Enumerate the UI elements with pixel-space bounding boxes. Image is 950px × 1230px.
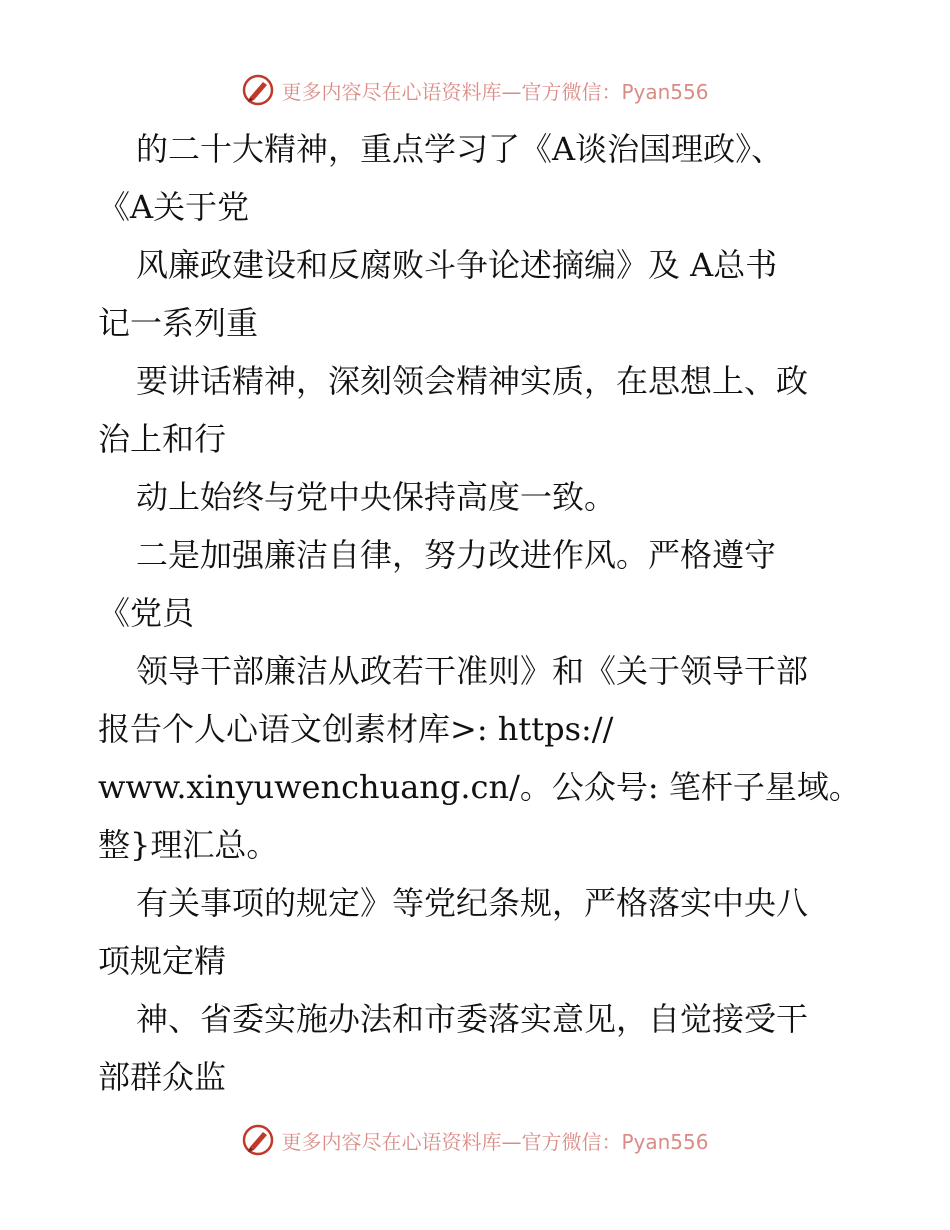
pen-logo-icon bbox=[241, 1123, 275, 1157]
text-line: 神、省委实施办法和市委落实意见，自觉接受干 bbox=[136, 1000, 809, 1038]
text-line: 领导干部廉洁从政若干准则》和《关于领导干部 bbox=[136, 652, 809, 690]
pen-logo-icon bbox=[241, 73, 275, 107]
text-line: 《党员 bbox=[98, 594, 195, 632]
text-line: www.xinyuwenchuang.cn/。公众号: 笔杆子星域。 bbox=[98, 768, 861, 806]
banner-text: 更多内容尽在心语资料库—官方微信：Pyan556 bbox=[281, 1129, 709, 1154]
text-line: 要讲话精神，深刻领会精神实质，在思想上、政 bbox=[136, 362, 809, 400]
text-line: 风廉政建设和反腐败斗争论述摘编》及 A总书 bbox=[136, 246, 778, 284]
text-line: 的二十大精神，重点学习了《A谈治国理政》、 bbox=[136, 130, 784, 168]
text-line: 记一系列重 bbox=[98, 304, 259, 342]
text-line: 治上和行 bbox=[98, 420, 227, 458]
text-line: 项规定精 bbox=[98, 942, 227, 980]
footer-banner bbox=[0, 1120, 950, 1160]
text-line: 二是加强廉洁自律，努力改进作风。严格遵守 bbox=[136, 536, 777, 574]
header-banner bbox=[0, 70, 950, 110]
text-line: 《A关于党 bbox=[98, 188, 250, 226]
banner-text: 更多内容尽在心语资料库—官方微信：Pyan556 bbox=[281, 79, 709, 104]
text-line: 整}理汇总。 bbox=[98, 826, 279, 864]
text-line: 报告个人心语文创素材库>: https:// bbox=[98, 710, 614, 748]
text-line: 有关事项的规定》等党纪条规，严格落实中央八 bbox=[136, 884, 809, 922]
document-body bbox=[98, 120, 861, 1106]
text-line: 动上始终与党中央保持高度一致。 bbox=[136, 478, 617, 516]
text-line: 部群众监 bbox=[98, 1058, 227, 1096]
